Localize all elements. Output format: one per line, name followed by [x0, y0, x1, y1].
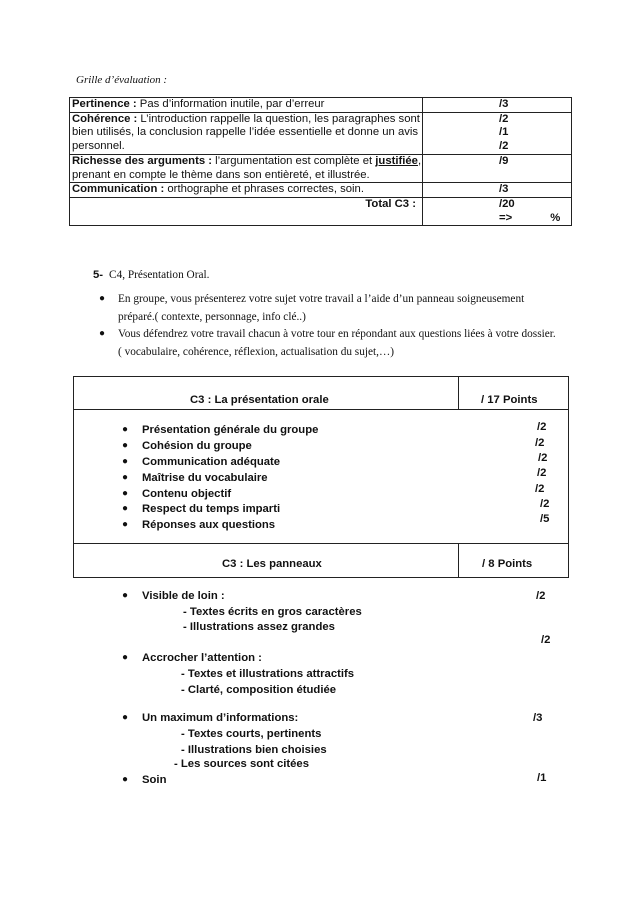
section5-bullet: [99, 325, 558, 361]
bullet-icon: ●: [122, 440, 129, 451]
table-row: [70, 154, 572, 182]
oral-item: ● Cohésion du groupe: [122, 440, 252, 452]
criterion-cell: [70, 98, 423, 113]
oral-item: ● Contenu objectif: [122, 488, 232, 500]
bullet-icon: ●: [122, 712, 129, 723]
oral-score: /2: [540, 498, 550, 510]
criterion-label: Cohérence :: [72, 112, 138, 125]
panneaux-subitem: - Clarté, composition étudiée: [181, 684, 337, 696]
oral-score: /2: [538, 452, 548, 464]
criterion-label: Communication :: [72, 183, 165, 196]
criterion-cell: [70, 112, 423, 154]
table2-border: [73, 376, 569, 377]
panneaux-score: /2: [541, 634, 551, 646]
bullet-icon: ●: [99, 328, 106, 339]
bullet-icon: ●: [122, 488, 129, 499]
oral-item: ● Réponses aux questions: [122, 519, 276, 531]
score-value: /3: [499, 98, 509, 110]
bullet-icon: ●: [122, 519, 129, 530]
criterion-cell: [70, 183, 423, 198]
panneaux-item: ● Soin: [122, 774, 167, 786]
criterion-text: Pas d’information inutile, par d’erreur: [136, 98, 325, 110]
score-cell: [423, 154, 572, 182]
panneaux-subitem: - Illustrations bien choisies: [181, 744, 327, 756]
table2-border: [73, 409, 569, 410]
criterion-text: , prenant en compte le thème dans son entièreté, et illustrée.: [72, 154, 422, 181]
oral-score: /2: [537, 421, 547, 433]
bullet-icon: ●: [122, 424, 129, 435]
table2-border: [568, 376, 569, 577]
grille-title: Grille d’évaluation :: [76, 74, 168, 86]
panneaux-score: /3: [533, 712, 543, 724]
score-value: /1: [499, 126, 509, 139]
criterion-underlined: justifiée: [375, 154, 418, 167]
total-label: Total C3 :: [70, 197, 423, 225]
bullet-icon: ●: [122, 652, 129, 663]
score-value: /2: [499, 140, 509, 153]
score-value: /2: [499, 112, 509, 125]
panneaux-points: / 8 Points: [482, 558, 533, 570]
panneaux-subitem: - Textes écrits en gros caractères: [183, 606, 362, 618]
table2-border: [73, 543, 569, 544]
score-cell: [423, 98, 572, 113]
score-value: /3: [499, 183, 509, 196]
oral-score: /2: [535, 483, 545, 495]
table2-border: [73, 577, 569, 578]
panneaux-score: /1: [537, 772, 547, 784]
score-cell: [423, 112, 572, 154]
score-value: /9: [499, 154, 509, 167]
oral-header: C3 : La présentation orale: [190, 394, 329, 406]
panneaux-item: ● Accrocher l’attention :: [122, 652, 262, 664]
panneaux-subitem: - Textes et illustrations attractifs: [181, 668, 355, 680]
oral-score: /5: [540, 513, 550, 525]
criterion-text: orthographe et phrases correctes, soin.: [164, 183, 364, 196]
table2-border: [458, 376, 459, 409]
bullet-text: Vous défendrez votre travail chacun à votre tour en répondant aux questions liées à votre dossier.( vocabulaire, cohérence, réflexion, actualisation du sujet,…): [118, 328, 556, 358]
section5-bullet: [99, 290, 558, 326]
bullet-icon: ●: [99, 293, 106, 304]
bullet-icon: ●: [122, 590, 129, 601]
score-cell: [423, 183, 572, 198]
panneaux-subitem: - Textes courts, pertinents: [181, 728, 322, 740]
bullet-text: En groupe, vous présenterez votre sujet votre travail a l’aide d’un panneau soigneusement préparé.( contexte, personnage, info clé..): [118, 293, 525, 323]
panneaux-header: C3 : Les panneaux: [222, 558, 322, 570]
section5-number: 5-: [93, 269, 104, 281]
criterion-label: Pertinence :: [72, 98, 137, 110]
criterion-cell: [70, 154, 423, 182]
oral-score: /2: [535, 437, 545, 449]
bullet-icon: ●: [122, 774, 129, 785]
section5-title: [93, 269, 209, 281]
total-unit: %: [550, 211, 561, 224]
section5-title-text: C4, Présentation Oral.: [109, 269, 210, 281]
oral-item: ● Présentation générale du groupe: [122, 424, 319, 436]
bullet-icon: ●: [122, 472, 129, 483]
panneaux-item: ● Visible de loin :: [122, 590, 225, 602]
total-score-cell: [423, 197, 572, 225]
total-score: /20 =>: [499, 197, 515, 224]
table-row-total: [70, 197, 572, 225]
panneaux-score: /2: [536, 590, 546, 602]
table-row: [70, 112, 572, 154]
oral-item: ● Maîtrise du vocabulaire: [122, 472, 268, 484]
criterion-text: L’introduction rappelle la question, les paragraphes sont bien utilisés, la conclusion rappelle l’idée essentielle et donne un avis personnel.: [72, 112, 420, 153]
criterion-text: l’argumentation est complète et: [212, 154, 376, 167]
oral-item: ● Respect du temps imparti: [122, 503, 281, 515]
criterion-label: Richesse des arguments :: [72, 154, 213, 167]
table-row: [70, 98, 572, 113]
bullet-icon: ●: [122, 503, 129, 514]
bullet-icon: ●: [122, 456, 129, 467]
oral-item: ● Communication adéquate: [122, 456, 281, 468]
evaluation-table: [69, 97, 572, 226]
panneaux-item: ● Un maximum d’informations:: [122, 712, 299, 724]
table2-border: [458, 543, 459, 577]
panneaux-subitem: - Illustrations assez grandes: [183, 621, 335, 633]
oral-points: / 17 Points: [481, 394, 538, 406]
table2-border: [73, 376, 74, 577]
panneaux-subitem: - Les sources sont citées: [174, 758, 309, 770]
table-row: [70, 183, 572, 198]
oral-score: /2: [537, 467, 547, 479]
